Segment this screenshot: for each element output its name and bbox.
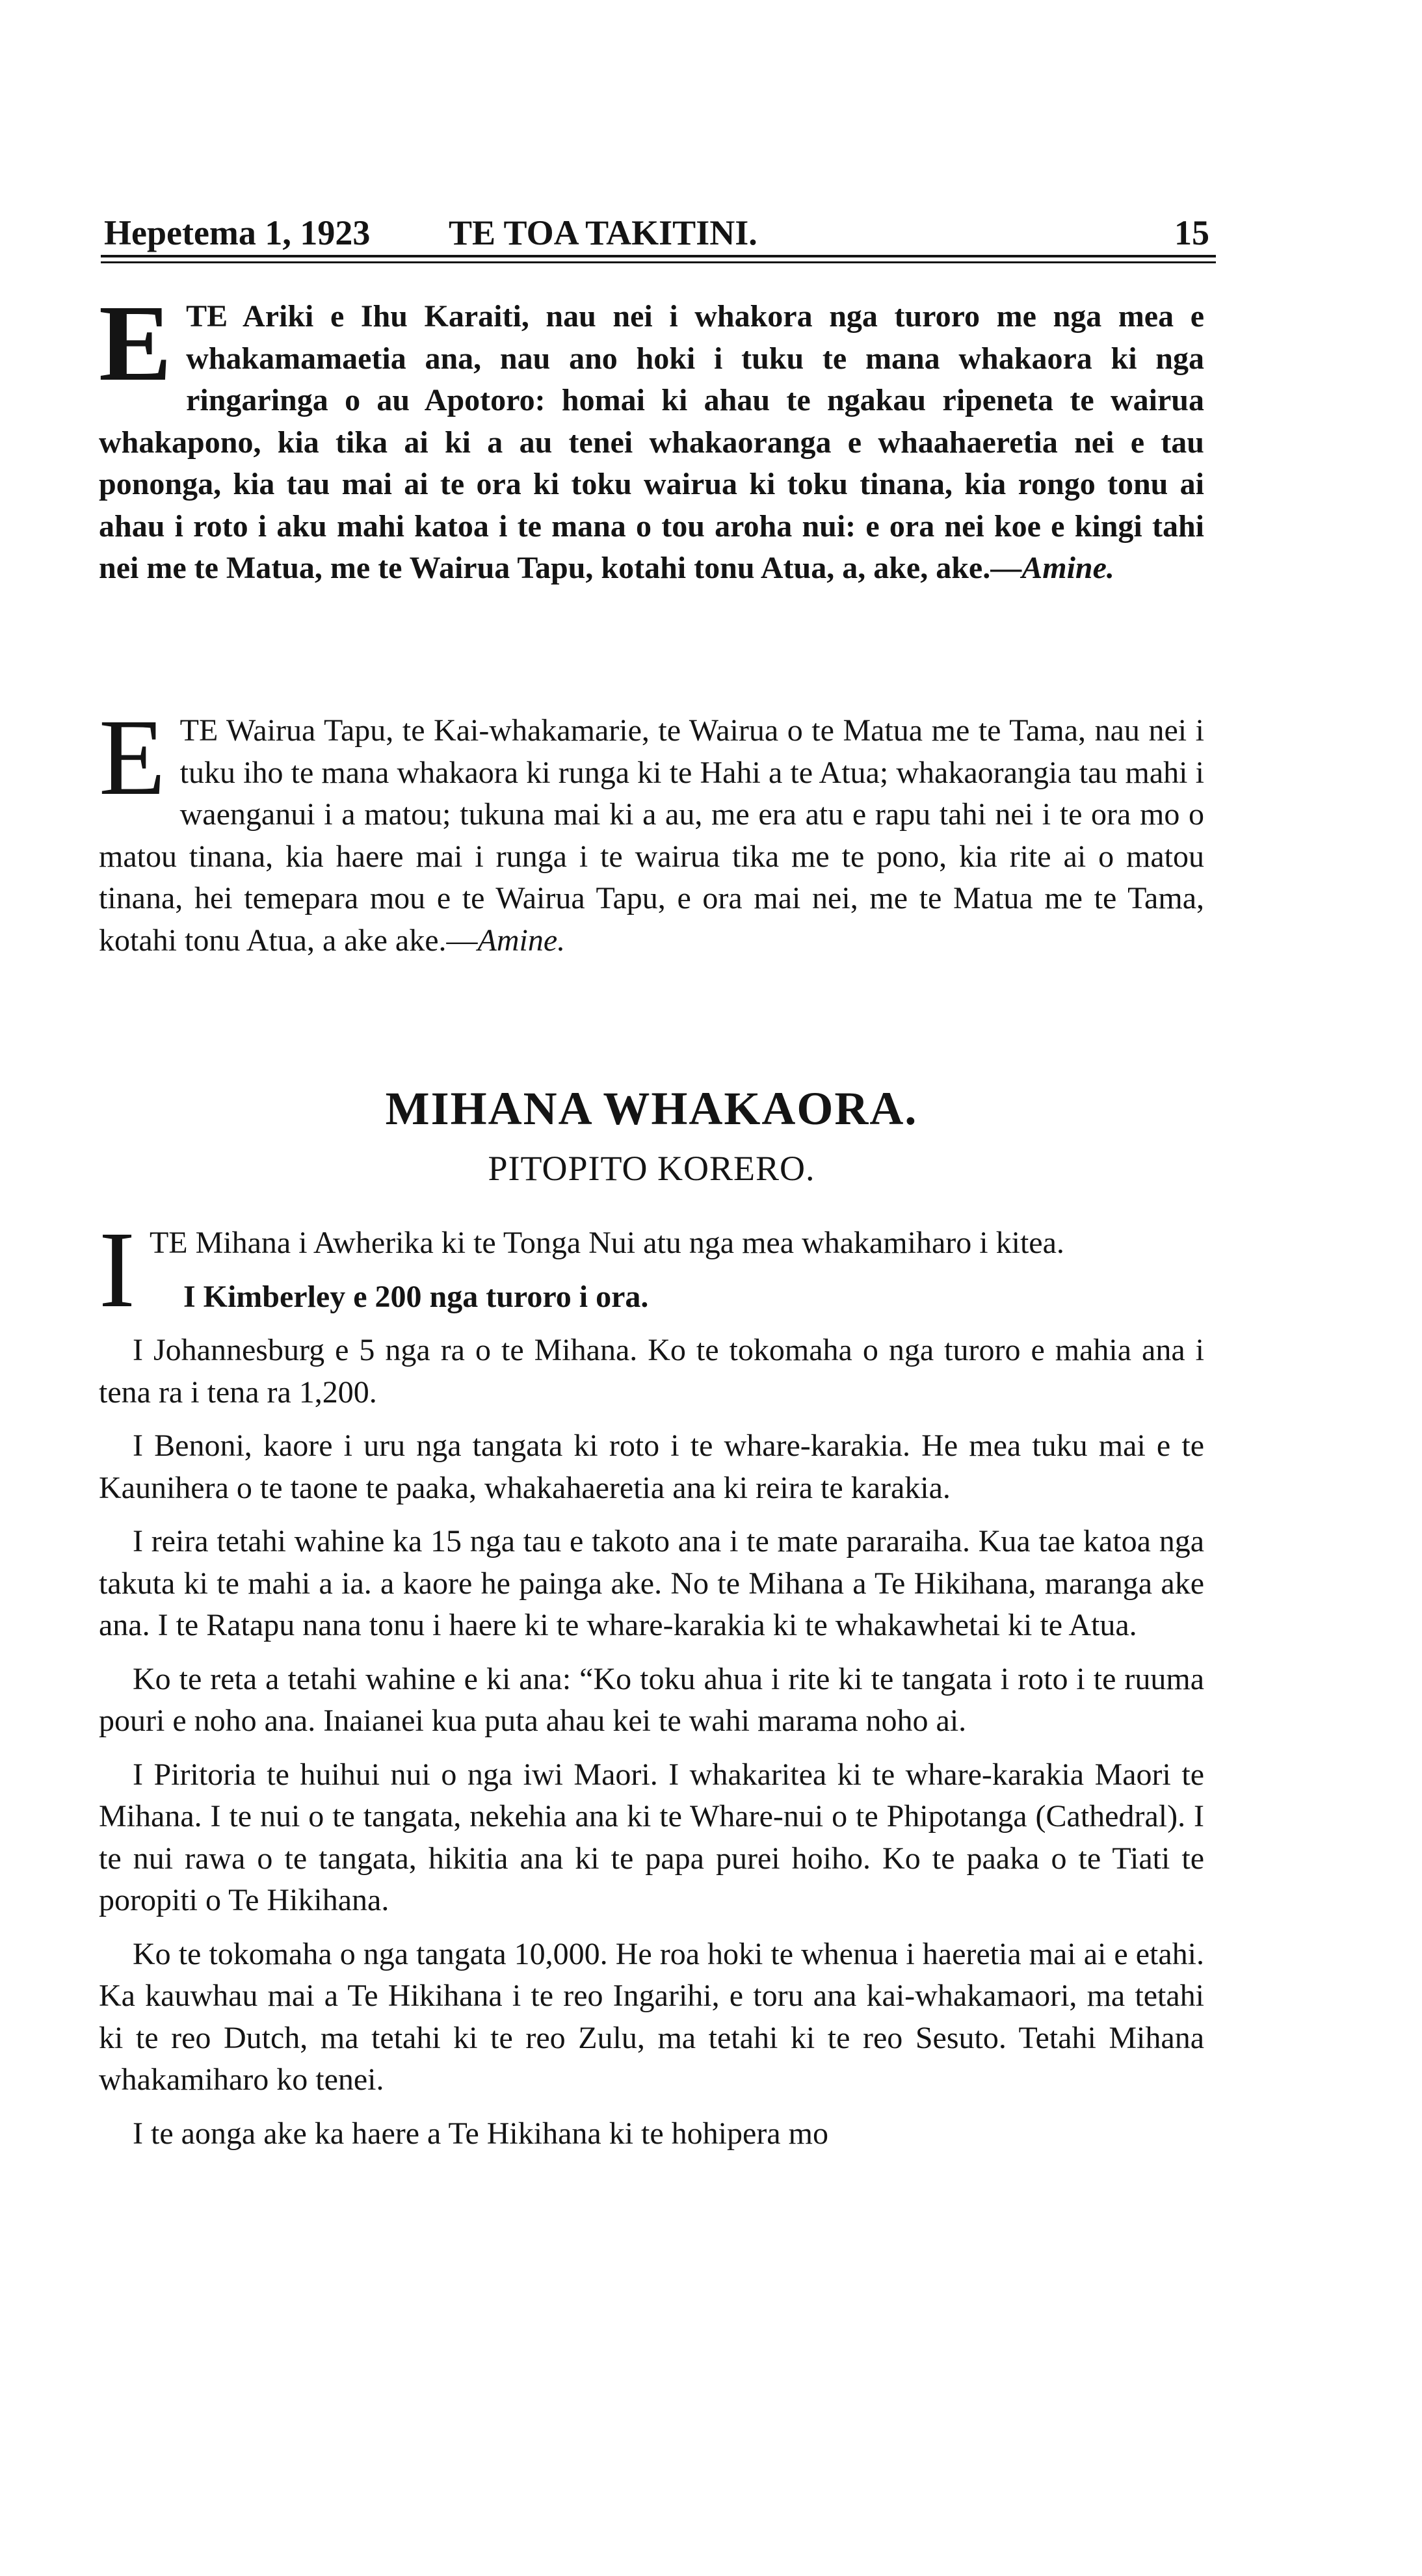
news-paragraph: Ko te tokomaha o nga tangata 10,000. He roa hoki te whenua i haeretia mai ai e etahi. Ka kauwhau mai a Te Hikihana i te reo Ingarihi, e toru ana kai-whakamaori, ma tetahi ki te reo Dutch, ma tetahi ki te reo Zulu, ma tetahi ki te reo Sesuto. Tetahi Mihana whakamiharo ko tenei. [99,1936,1204,2097]
prayer-two [99,697,1204,962]
header-rule-bottom [101,261,1216,263]
news-paragraph: I Piritoria te huihui nui o nga iwi Maori. I whakaritea ki te whare-karakia Maori te Mihana. I te nui o te tangata, nekehia ana ki te Whare-nui o te Phipotanga (Cathedral). I te nui rawa o te tangata, hikitia ana ki te papa purei hoiho. Ko te paaka o te Tiati te poropiti o Te Hikihana. [99,1757,1204,1917]
drop-cap: E [99,283,172,404]
running-header [104,207,1209,259]
prayer-one-text: TE Ariki e Ihu Karaiti, nau nei i whakora nga turoro me nga mea e whakamamaetia ana, nau ano hoki i tuku te mana whakaora ki nga ringaringa o au Apotoro: homai ki ahau te ngakau ripeneta te wairua whakapono, kia tika ai ki a au tenei whakaoranga e whaahaeretia nei e tau pononga, kia tau mai ai te ora ki toku wairua ki toku tinana, kia rongo tonu ai ahau i roto i aku mahi katoa i te mana o tou aroha nui: e ora nei koe e kingi tahi nei me te Matua, me te Wairua Tapu, kotahi tonu Atua, a, ake, ake.— [99,299,1204,585]
prayer-two-text: TE Wairua Tapu, te Kai-whakamarie, te Wairua o te Matua me te Tama, nau nei i tuku iho te mana whakaora ki runga ki te Hahi a te Atua; whakaorangia tau mahi i waenganui i a matou; tukuna mai ki a au, me era atu e rapu tahi nei i te ora mo o matou tinana, kia haere mai i runga i te wairua tika me te pono, kia rite ai o matou tinana, hei temepara mou e te Wairua Tapu, e ora mai nei, me te Matua me te Tama, kotahi tonu Atua, a ake ake.— [99,713,1204,958]
prayer-one-amen: Amine. [1021,551,1114,585]
news-paragraph: I Johannesburg e 5 nga ra o te Mihana. Ko te tokomaha o nga turoro e mahia ana i tena ra i tena ra 1,200. [99,1333,1204,1410]
section-subtitle: PITOPITO KORERO. [488,1149,815,1188]
publication-title: TE TOA TAKITINI. [449,213,757,252]
page-number: 15 [1174,213,1209,252]
news-column [99,1209,1204,2166]
news-first-text: TE Mihana i Awherika ki te Tonga Nui atu nga mea whakamiharo i kitea. [149,1226,1064,1260]
section-title: MIHANA WHAKAORA. [385,1083,918,1135]
section-heading [99,1079,1204,1191]
prayer-two-amen: Amine. [477,923,566,958]
issue-date: Hepetema 1, 1923 [104,213,371,252]
drop-cap: I [99,1209,135,1330]
prayer-two-paragraph [99,697,1204,962]
news-paragraph: Ko te reta a tetahi wahine e ki ana: “Ko toku ahua i rite ki te tangata i roto i te ruuma pouri e noho ana. Inaianei kua puta ahau kei te wahi marama noho ai. [99,1661,1204,1738]
news-paragraph: I reira tetahi wahine ka 15 nga tau e takoto ana i te mate pararaiha. Kua tae katoa nga takuta ki te mahi a ia. a kaore he painga ake. No te Mihana a Te Hikihana, maranga ake ana. I te Ratapu nana tonu i haere ki te whare-karakia ki te whakawhetai ki te Atua. [99,1524,1204,1642]
prayer-one [99,283,1204,590]
drop-cap: E [99,697,166,818]
news-paragraph: I Kimberley e 200 nga turoro i ora. [183,1279,649,1314]
prayer-one-paragraph [99,283,1204,590]
news-paragraph: I te aonga ake ka haere a Te Hikihana ki te hohipera mo [133,2116,828,2151]
header-rule-top [101,255,1216,257]
news-paragraph: I Benoni, kaore i uru nga tangata ki roto i te whare-karakia. He mea tuku mai e te Kaunihera o te taone te paaka, whakahaeretia ana ki reira te karakia. [99,1428,1204,1505]
